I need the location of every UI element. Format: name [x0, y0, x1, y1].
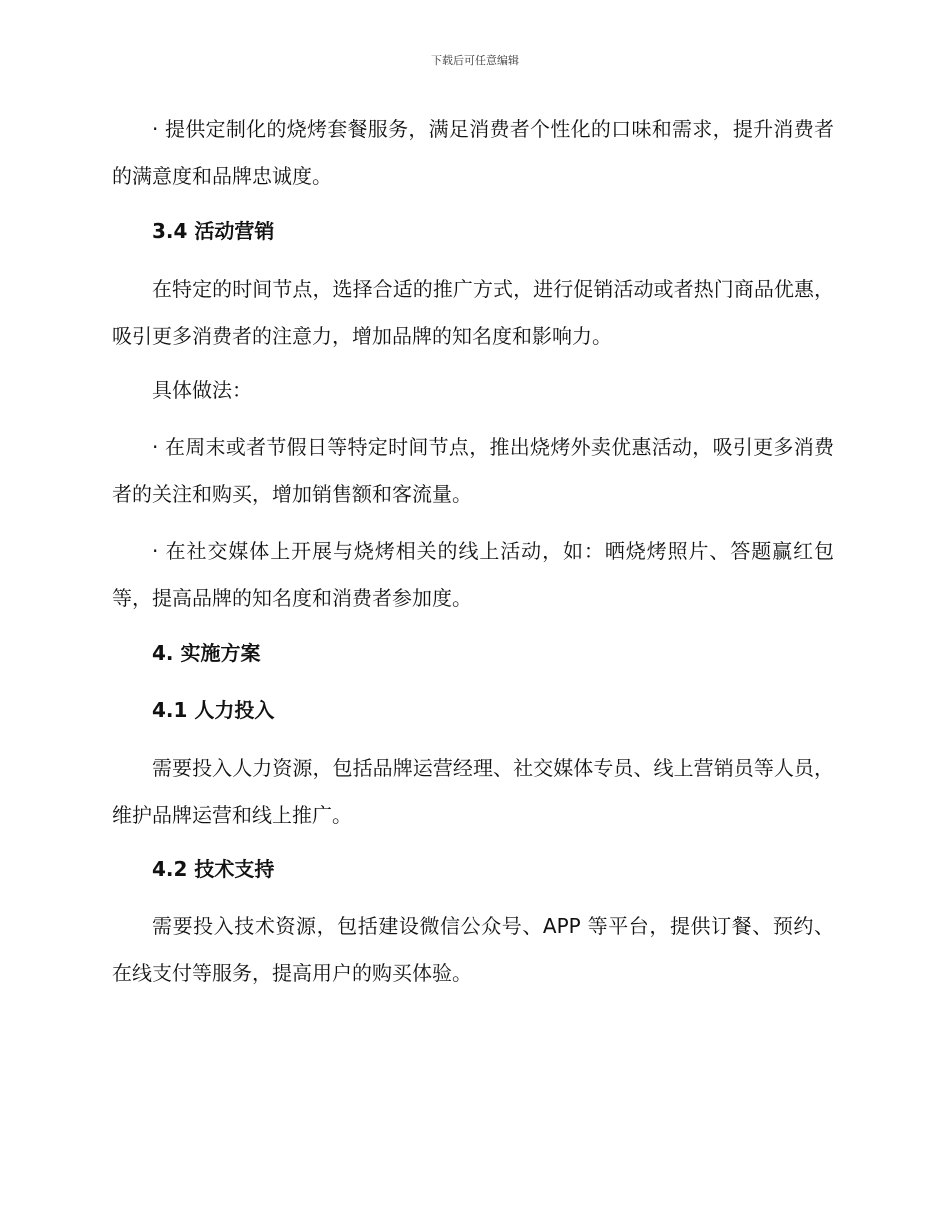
bullet-paragraph-holiday-promo: · 在周末或者节假日等特定时间节点，推出烧烤外卖优惠活动，吸引更多消费者的关注和购买，增加销售额和客流量。	[112, 435, 834, 506]
page-header: 下载后可任意编辑	[431, 54, 519, 67]
paragraph-activity-marketing: 在特定的时间节点，选择合适的推广方式，进行促销活动或者热门商品优惠，吸引更多消费者的注意力，增加品牌的知名度和影响力。	[112, 277, 834, 348]
section-heading-4-2: 4.2 技术支持	[152, 857, 275, 881]
bullet-paragraph-social-media: · 在社交媒体上开展与烧烤相关的线上活动，如：晒烧烤照片、答题赢红包等，提高品牌的知名度和消费者参加度。	[112, 539, 834, 610]
paragraph-specific-methods: 具体做法：	[152, 378, 252, 402]
section-heading-4: 4. 实施方案	[152, 641, 261, 665]
section-heading-4-1: 4.1 人力投入	[152, 698, 275, 722]
paragraph-technical-support: 需要投入技术资源，包括建设微信公众号、APP 等平台，提供订餐、预约、在线支付等服务，提高用户的购买体验。	[112, 914, 834, 985]
section-heading-3-4: 3.4 活动营销	[152, 219, 275, 243]
paragraph-human-resources: 需要投入人力资源，包括品牌运营经理、社交媒体专员、线上营销员等人员，维护品牌运营和线上推广。	[112, 756, 834, 827]
bullet-paragraph-custom-package: · 提供定制化的烧烤套餐服务，满足消费者个性化的口味和需求，提升消费者的满意度和品牌忠诚度。	[112, 117, 834, 188]
